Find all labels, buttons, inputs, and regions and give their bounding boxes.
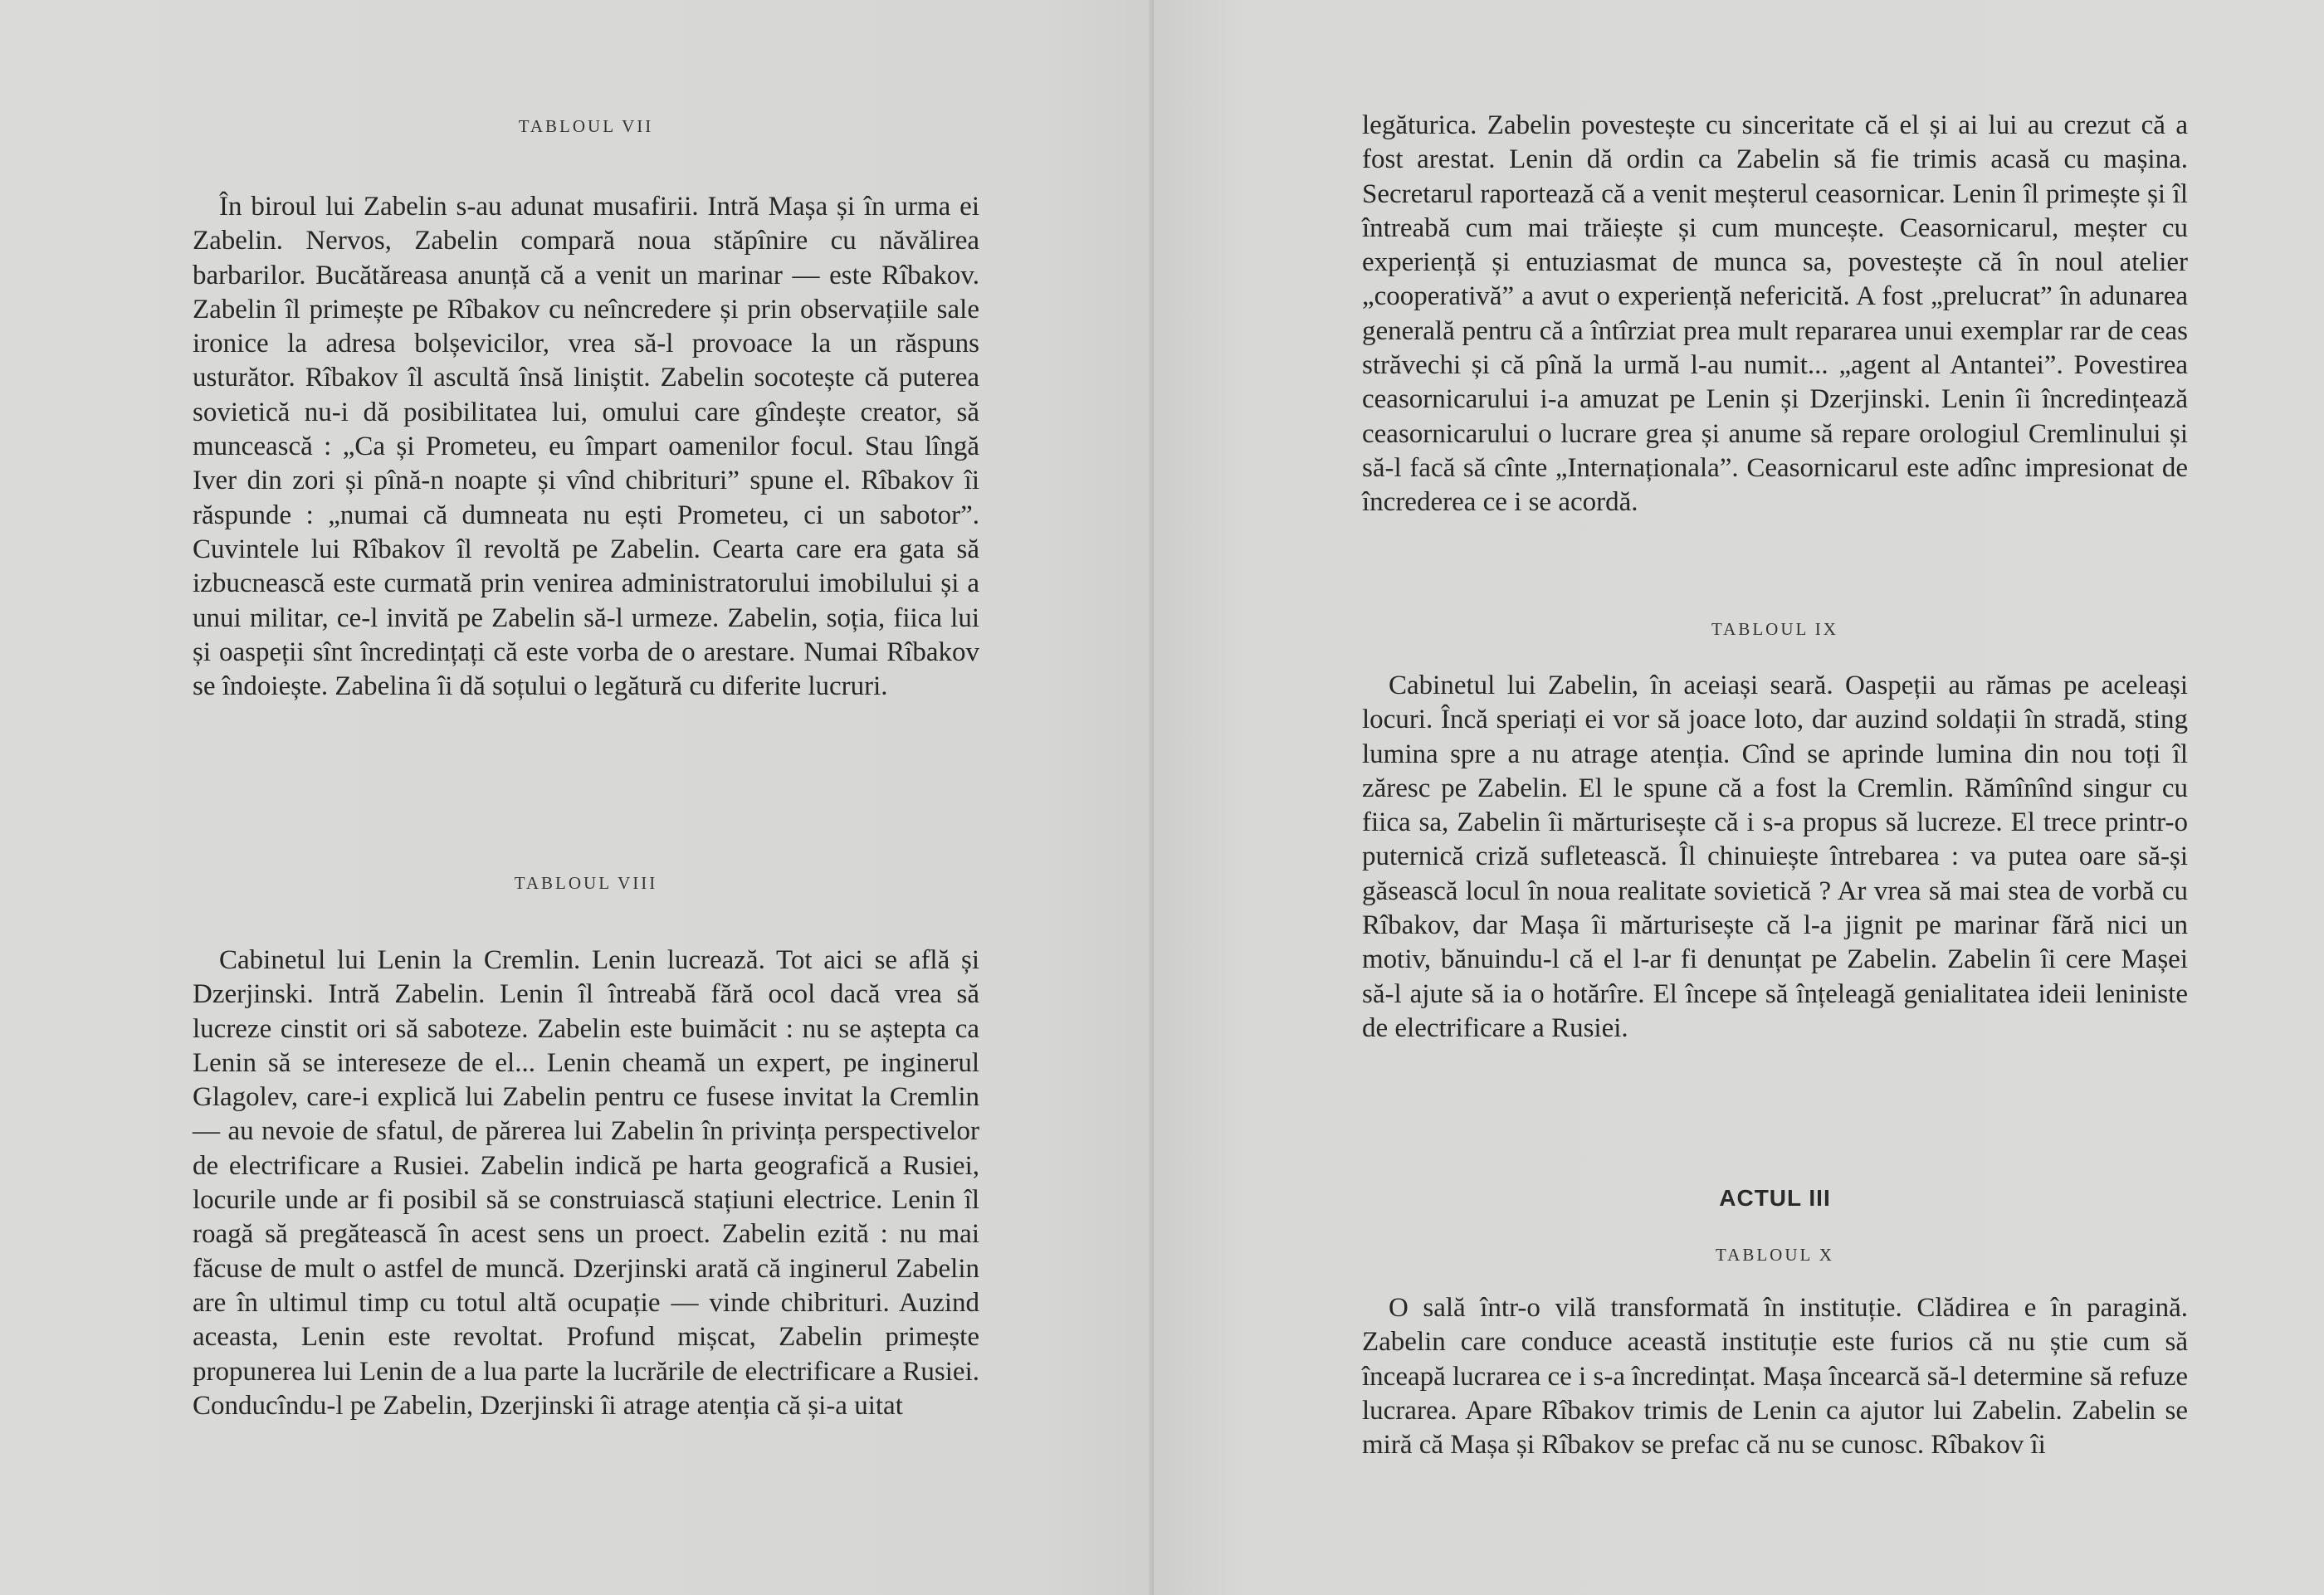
tablou-viii-heading: TABLOUL VIII	[514, 873, 658, 893]
left-page	[0, 0, 1154, 1595]
act-iii-heading: ACTUL III	[1719, 1185, 1831, 1211]
tablou-x-summary: O sală într-o vilă transformată în instituție. Clădirea e în paragină. Zabelin care conduce această instituție este furios că nu știe cum să înceapă lucrarea ce i s-a încredințat. Mașa încearcă să-l determine să refuze lucrarea. Apare Rîbakov trimis de Lenin ca ajutor lui Zabelin. Zabelin se miră că Mașa și Rîbakov se prefac că nu se cunosc. Rîbakov îi	[1362, 1293, 2188, 1461]
tablou-vii-heading: TABLOUL VII	[518, 116, 654, 136]
tablou-x-heading: TABLOUL X	[1716, 1245, 1834, 1265]
tablou-ix-summary: Cabinetul lui Zabelin, în aceiași seară. Oaspeții au rămas pe aceleași locuri. Încă speriați ei vor să joace loto, dar auzind soldații în stradă, sting lumina spre a nu atrage atenția. Cînd se aprinde lumina din nou toți îl zăresc pe Zabelin. El le spune că a fost la Cremlin. Rămînînd singur cu fiica sa, Zabelin îi mărturisește că i s-a propus să lucreze. El trece printr-o puternică criză sufletească. Îl chinuiește întrebarea : va putea oare să-și găsească locul în noua realitate sovietică ? Ar vrea să mai stea de vorbă cu Rîbakov, dar Mașa îi mărturisește că l-a jignit pe marinar fără nici un motiv, bănuindu-l că el l-ar fi denunțat pe Zabelin. Zabelin îi cere Mașei să-l ajute să ia o hotărîre. El începe să înțeleagă genialitatea ideii leniniste de electrificare a Rusiei.	[1362, 671, 2188, 1043]
tablou-ix-heading: TABLOUL IX	[1711, 619, 1838, 639]
tablou-viii-summary: Cabinetul lui Lenin la Cremlin. Lenin lucrează. Tot aici se află și Dzerjinski. Intră Zabelin. Lenin îl întreabă fără ocol dacă vrea să lucreze cinstit ori să saboteze. Zabelin este buimăcit : nu se aștepta ca Lenin să se intereseze de el... Lenin cheamă un expert, pe inginerul Glagolev, care-i explică lui Zabelin pentru ce fusese invitat la Cremlin — au nevoie de sfatul, de părerea lui Zabelin în privința perspectivelor de electrificare a Rusiei. Zabelin indică pe harta geografică a Rusiei, locurile unde ar fi posibil să se construiască stațiuni electrice. Lenin îl roagă să pregătească în acest sens un proect. Zabelin ezită : nu mai făcuse de mult o astfel de muncă. Dzerjinski arată că inginerul Zabelin are în ultimul timp cu totul altă ocupație — vinde chibrituri. Auzind aceasta, Lenin este revoltat. Profund mișcat, Zabelin primește propunerea lui Lenin de a lua parte la lucrările de electrificare a Rusiei. Conducîndu-l pe Zabelin, Dzerjinski îi atrage atenția că și-a uitat	[193, 945, 979, 1421]
tablou-viii-continuation: legăturica. Zabelin povestește cu sinceritate că el și ai lui au crezut că a fost arestat. Lenin dă ordin ca Zabelin să fie trimis acasă cu mașina. Secretarul raportează că a venit meșterul ceasornicar. Lenin îl primește și îl întreabă cum mai trăiește și cum muncește. Ceasornicarul, meșter cu experiență și entuziasmat de munca sa, povestește că în noul atelier „cooperativă” a avut o experiență nefericită. A fost „prelucrat” în adunarea generală pentru că a întîrziat prea mult repararea unui exemplar rar de ceas străvechi și că pînă la urmă l-au numit... „agent al Antantei”. Povestirea ceasornicarului i-a amuzat pe Lenin și Dzerjinski. Lenin îi încredințează ceasornicarului o lucrare grea și anume să repare orologiul Cremlinului și să-l facă să cînte „Internaționala”. Ceasornicarul este adînc impresionat de încrederea ce i se acordă.	[1362, 110, 2188, 518]
tablou-vii-summary: În biroul lui Zabelin s-au adunat musafirii. Intră Mașa și în urma ei Zabelin. Nervos, Zabelin compară noua stăpînire cu năvălirea barbarilor. Bucătăreasa anunță că a venit un marinar — este Rîbakov. Zabelin îl primește pe Rîbakov cu neîncredere și prin observațiile sale ironice la adresa bolșevicilor, vrea să-l provoace la un răspuns usturător. Rîbakov îl ascultă însă liniștit. Zabelin socotește că puterea sovietică nu-i dă posibilitatea lui, omului care gîndește creator, să muncească : „Ca și Prometeu, eu împart oamenilor focul. Stau lîngă Iver din zori și pînă-n noapte și vînd chibrituri” spune el. Rîbakov îi răspunde : „numai că dumneata nu ești Prometeu, ci un sabotor”. Cuvintele lui Rîbakov îl revoltă pe Zabelin. Cearta care era gata să izbucnească este curmată prin venirea administratorului imobilului și a unui militar, ce-l invită pe Zabelin să-l urmeze. Zabelin, soția, fiica lui și oaspeții sînt încredințați că este vorba de o arestare. Numai Rîbakov se îndoiește. Zabelina îi dă soțului o legătură cu diferite lucruri.	[193, 192, 979, 702]
